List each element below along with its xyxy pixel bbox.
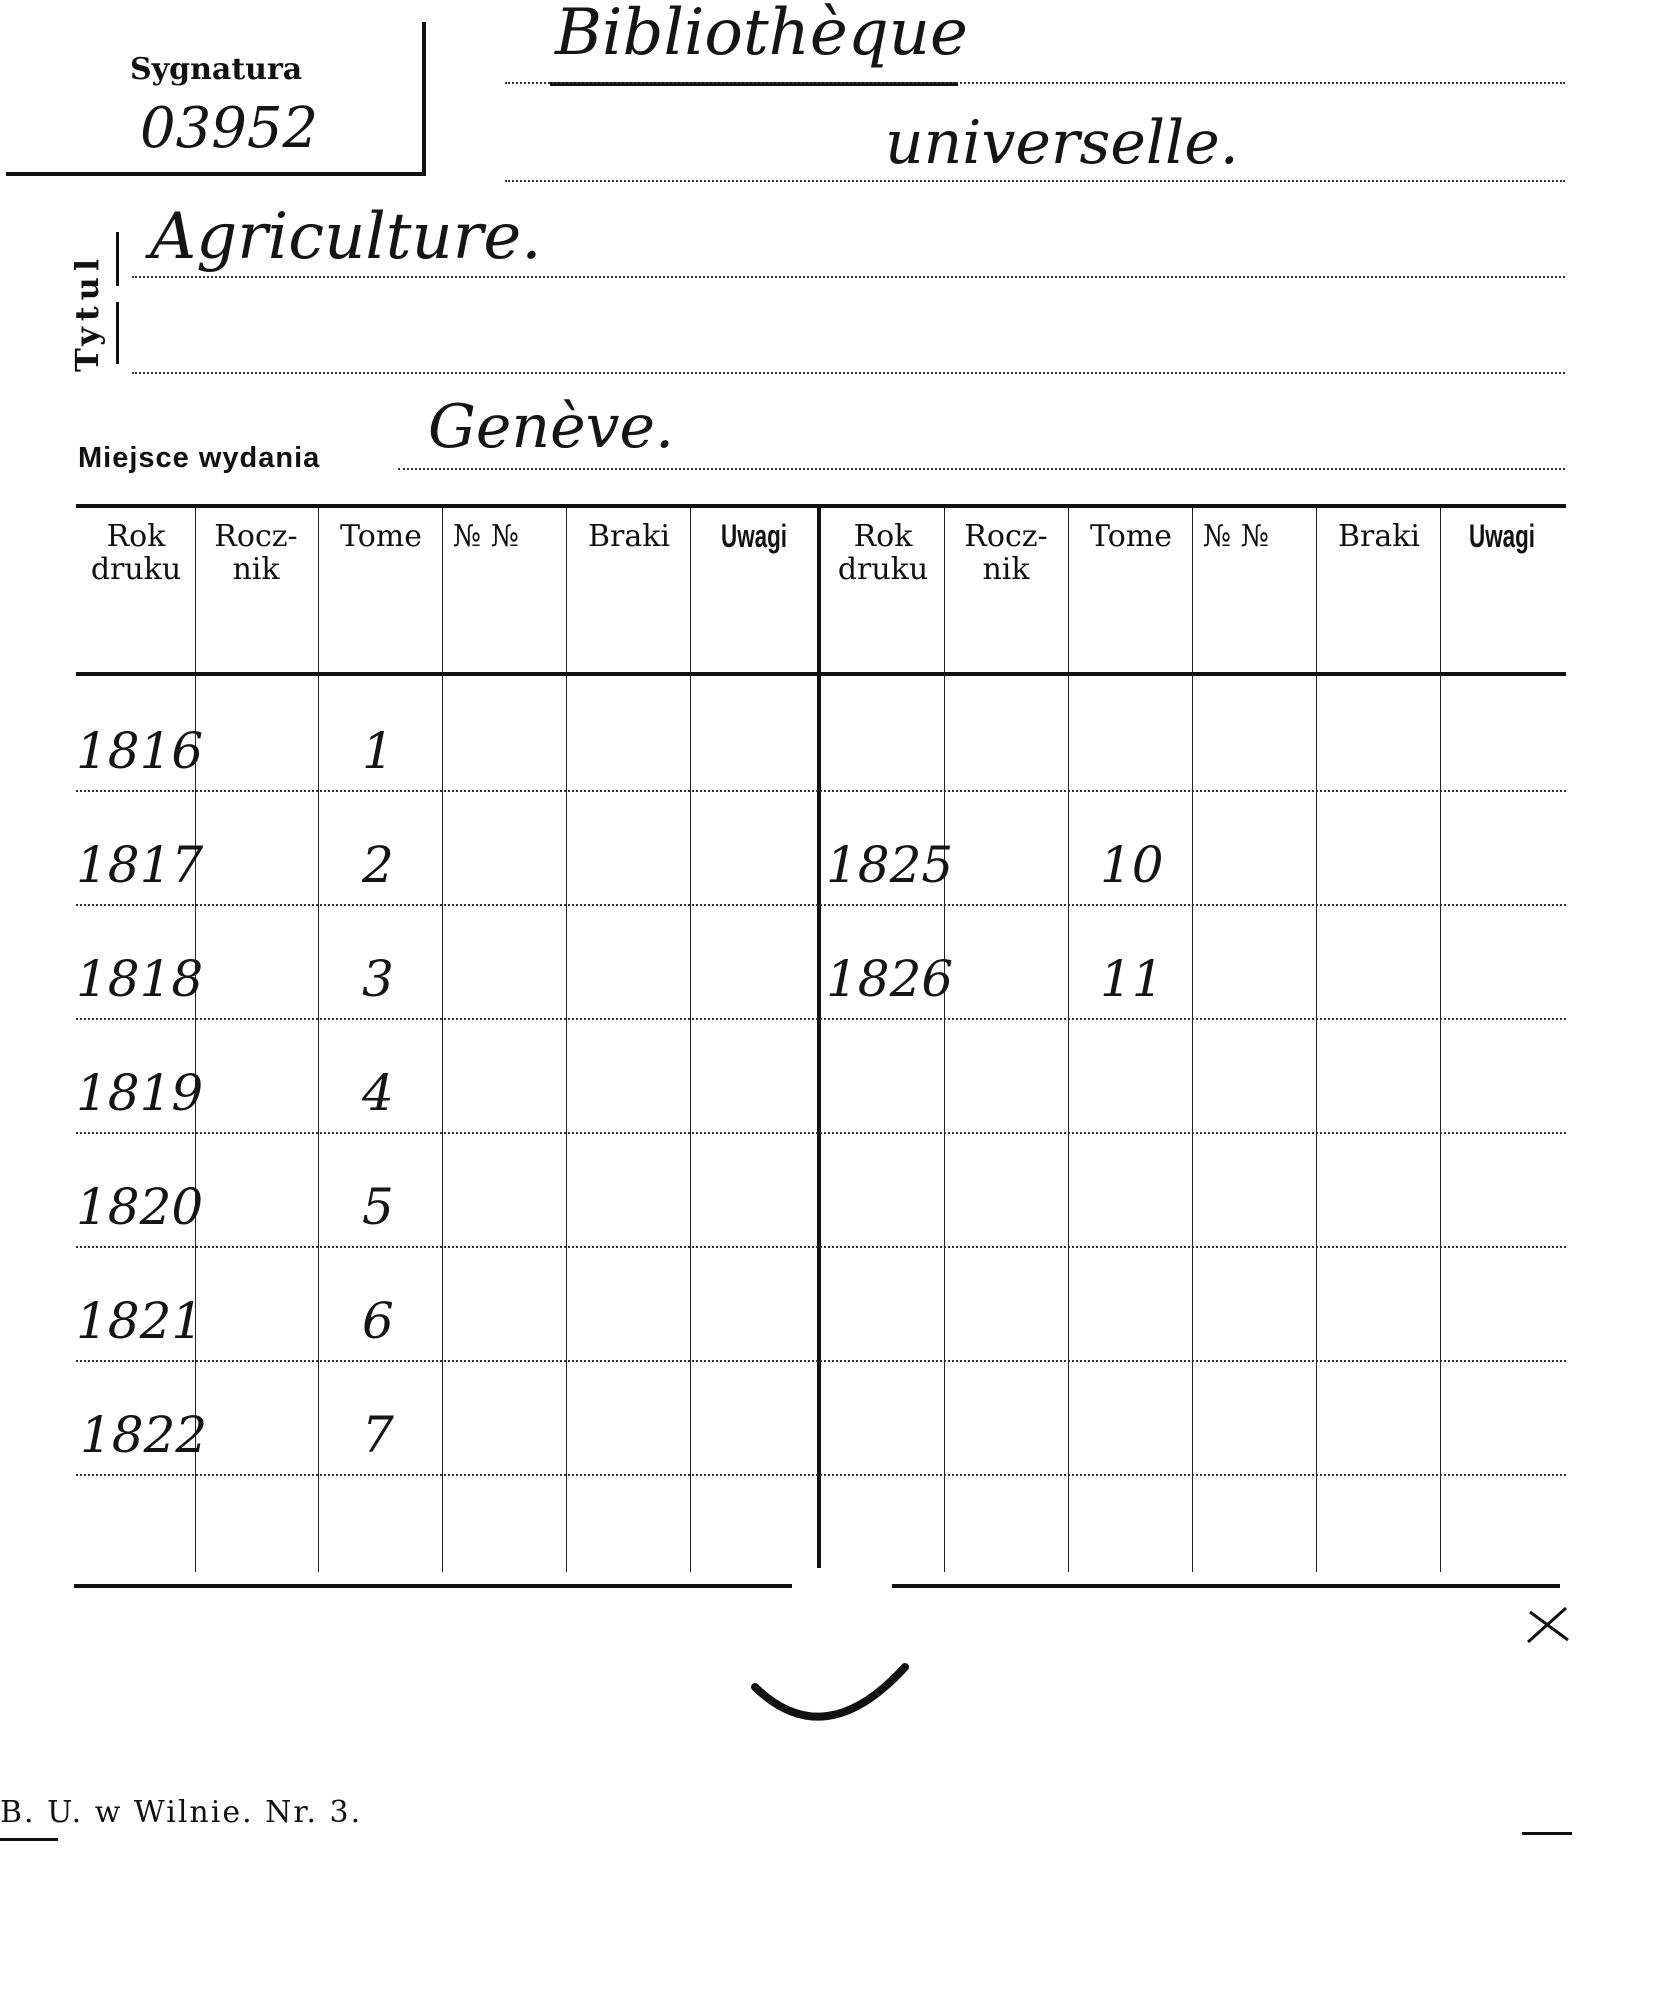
- col-line: [690, 508, 691, 1572]
- title-value: Agriculture.: [150, 200, 542, 274]
- library-name-line1: Bibliothèque: [555, 0, 968, 70]
- place-label: Miejsce wydania: [78, 442, 321, 474]
- header-braki-right: Braki: [1337, 519, 1421, 554]
- col-line: [1316, 508, 1317, 1572]
- row-5-tome: 5: [362, 1178, 394, 1236]
- right-row-2-tome: 11: [1100, 950, 1164, 1008]
- library-dotted-line-2: [505, 180, 1565, 182]
- signature-value: 03952: [140, 96, 319, 161]
- header-numbers: № №: [452, 519, 520, 554]
- library-name-line2: universelle.: [885, 108, 1239, 178]
- header-uwagi-right: Uwagi: [1469, 518, 1535, 554]
- header-tome: Tome: [340, 519, 422, 554]
- title-dotted-line-1: [132, 276, 1565, 278]
- row-7-year: 1822: [80, 1406, 208, 1464]
- row-2-year: 1817: [76, 836, 204, 894]
- table-header-bottom-border: [76, 672, 1566, 676]
- right-row-1-tome: 10: [1100, 836, 1164, 894]
- row-3-tome: 3: [362, 950, 394, 1008]
- signature-box-right-border: [422, 22, 426, 174]
- right-edge-dash: [1522, 1832, 1572, 1835]
- title-label: [68, 212, 108, 372]
- row-line: [76, 1246, 1566, 1248]
- row-1-tome: 1: [362, 722, 394, 780]
- footer-text: B. U. w Wilnie. Nr. 3.: [0, 1795, 363, 1830]
- table-bottom-border-right: [892, 1584, 1560, 1588]
- place-dotted-line: [398, 468, 1565, 470]
- header-tome-right: Tome: [1090, 519, 1172, 554]
- row-4-year: 1819: [76, 1064, 204, 1122]
- row-7-tome: 7: [362, 1406, 394, 1464]
- row-line: [76, 1132, 1566, 1134]
- header-rocznik: Rocz-nik: [214, 519, 298, 587]
- row-2-tome: 2: [362, 836, 394, 894]
- title-bracket-2: [116, 302, 119, 364]
- library-dotted-line-1: [505, 82, 1565, 84]
- row-6-year: 1821: [76, 1292, 204, 1350]
- table-center-divider: [817, 508, 821, 1568]
- col-line: [1192, 508, 1193, 1572]
- table-bottom-border-left: [74, 1584, 792, 1588]
- row-4-tome: 4: [362, 1064, 394, 1122]
- header-uwagi: Uwagi: [721, 518, 787, 554]
- signature-box-bottom-border: [6, 172, 426, 176]
- row-5-year: 1820: [76, 1178, 204, 1236]
- col-line: [944, 508, 945, 1572]
- right-row-2-year: 1826: [826, 950, 954, 1008]
- row-3-year: 1818: [76, 950, 204, 1008]
- col-line: [1068, 508, 1069, 1572]
- smile-mark: [745, 1655, 915, 1745]
- header-rok-druku: Rok druku: [90, 519, 182, 587]
- row-line: [76, 1474, 1566, 1476]
- cross-mark: [1522, 1600, 1572, 1650]
- right-row-1-year: 1825: [826, 836, 954, 894]
- col-line: [1440, 508, 1441, 1572]
- col-line: [442, 508, 443, 1572]
- signature-label: Sygnatura: [130, 52, 303, 87]
- footer-underline: [0, 1838, 58, 1841]
- row-1-year: 1816: [76, 722, 204, 780]
- row-line: [76, 1360, 1566, 1362]
- header-numbers-right: № №: [1202, 519, 1270, 554]
- title-bracket-1: [116, 232, 119, 286]
- row-line: [76, 790, 1566, 792]
- place-value: Genève.: [428, 392, 675, 462]
- header-braki: Braki: [587, 519, 671, 554]
- title-label-text: Tytul: [68, 252, 106, 372]
- row-6-tome: 6: [362, 1292, 394, 1350]
- row-line: [76, 1018, 1566, 1020]
- header-rok-druku-right: Rok druku: [837, 519, 929, 587]
- header-rocznik-right: Rocz-nik: [964, 519, 1048, 587]
- title-dotted-line-2: [132, 372, 1565, 374]
- col-line: [318, 508, 319, 1572]
- col-line: [566, 508, 567, 1572]
- row-line: [76, 904, 1566, 906]
- table-top-border: [76, 504, 1566, 508]
